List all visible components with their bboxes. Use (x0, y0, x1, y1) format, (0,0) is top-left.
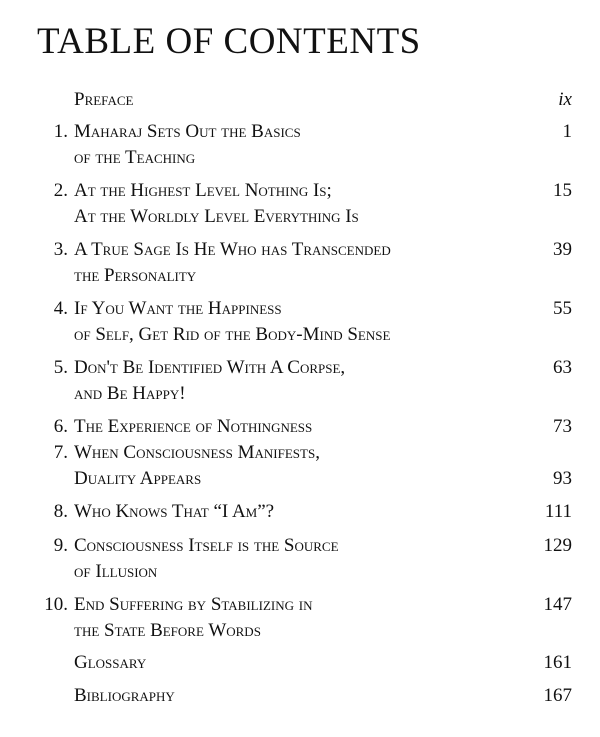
toc-entry-line: Preface (74, 89, 134, 110)
toc-page-number: 161 (543, 652, 572, 673)
toc-entry-number: 9. (53, 535, 68, 556)
toc-entry-line: At the Highest Level Nothing Is; (74, 180, 332, 201)
toc-entry-line: A True Sage Is He Who has Transcended (74, 239, 391, 260)
toc-entry-number: 4. (53, 298, 68, 319)
toc-entry-line: Duality Appears (74, 468, 202, 489)
toc-page-number: 15 (553, 180, 572, 201)
toc-entry-number: 1. (53, 121, 68, 142)
toc-entry-line: If You Want the Happiness (74, 298, 282, 319)
toc-entry-number: 5. (53, 357, 68, 378)
toc-entry-number: 10. (44, 594, 68, 615)
toc-entry-line: the Personality (74, 265, 197, 286)
toc-title: TABLE OF CONTENTS (37, 21, 421, 62)
toc-entry-line: Glossary (74, 652, 147, 673)
toc-page-number: 147 (543, 594, 572, 615)
toc-entry-line: Who Knows That “I Am”? (74, 501, 275, 522)
toc-entry-number: 8. (53, 501, 68, 522)
toc-entry-line: of the Teaching (74, 147, 196, 168)
toc-page-number: 39 (553, 239, 572, 260)
toc-entry-line: Bibliography (74, 685, 175, 706)
toc-entry-line: Consciousness Itself is the Source (74, 535, 339, 556)
toc-entry-line: When Consciousness Manifests, (74, 442, 320, 463)
toc-entry-line: of Self, Get Rid of the Body-Mind Sense (74, 324, 391, 345)
toc-entry-number: 3. (53, 239, 68, 260)
toc-entry-number: 2. (53, 180, 68, 201)
toc-entry-line: Don't Be Identified With A Corpse, (74, 357, 346, 378)
toc-entry-line: the State Before Words (74, 620, 261, 641)
toc-entry-number: 7. (53, 442, 68, 463)
toc-entry-line: and Be Happy! (74, 383, 186, 404)
toc-page-number: 73 (553, 416, 572, 437)
toc-entry-line: The Experience of Nothingness (74, 416, 313, 437)
toc-entry-number: 6. (53, 416, 68, 437)
toc-page-number: 55 (553, 298, 572, 319)
toc-entry-line: At the Worldly Level Everything Is (74, 206, 359, 227)
toc-entry-line: of Illusion (74, 561, 158, 582)
toc-page-number: 63 (553, 357, 572, 378)
toc-entry-line: End Suffering by Stabilizing in (74, 594, 313, 615)
toc-page-number: 111 (544, 501, 572, 522)
toc-page-number: 167 (543, 685, 572, 706)
toc-entry-line: Maharaj Sets Out the Basics (74, 121, 301, 142)
toc-page-number: ix (558, 89, 572, 110)
toc-page-number: 129 (543, 535, 572, 556)
toc-page-number: 93 (553, 468, 572, 489)
toc-page-number: 1 (562, 121, 572, 142)
